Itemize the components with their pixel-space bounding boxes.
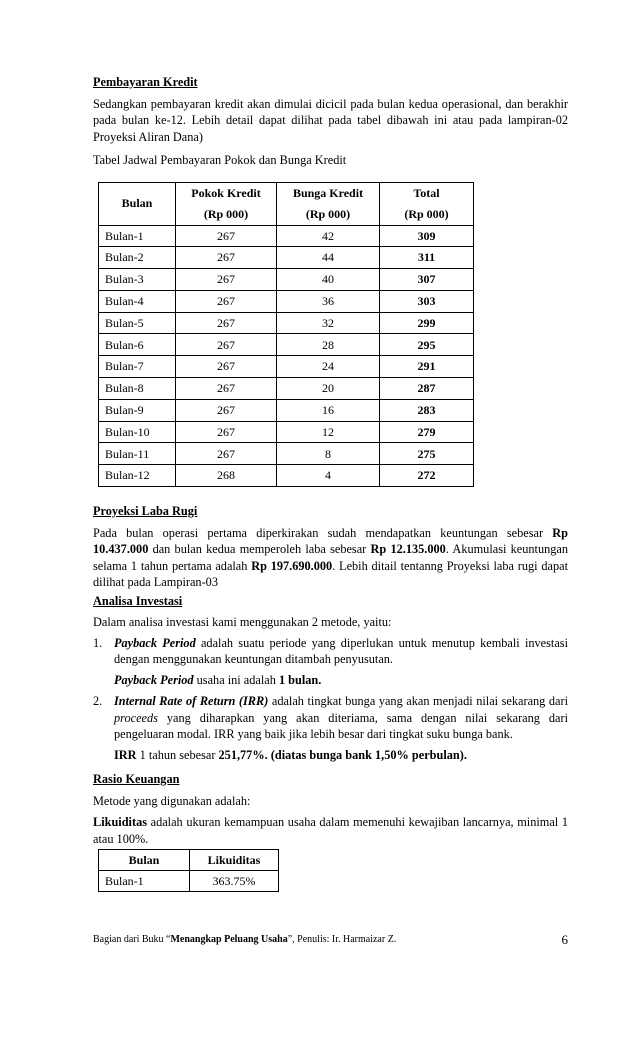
cell-total: 283	[380, 399, 474, 421]
page-footer	[93, 934, 568, 950]
cell-total: 307	[380, 269, 474, 291]
heading-analisa-investasi: Analisa Investasi	[93, 593, 183, 608]
heading-pembayaran-kredit: Pembayaran Kredit	[93, 75, 198, 89]
investasi-intro: Dalam analisa investasi kami menggunakan 2 metode, yaitu:	[93, 615, 392, 630]
cell-total: 287	[380, 378, 474, 400]
table-row	[99, 334, 474, 356]
payback-result: Payback Period usaha ini adalah 1 bulan.	[114, 672, 322, 687]
investasi-list	[93, 635, 568, 764]
likuid-col-likuiditas: Likuiditas	[190, 850, 279, 871]
table-row	[99, 421, 474, 443]
list-item-payback: 1. Payback Period adalah suatu periode yang diperlukan untuk menutup kembali investasi dengan menggunakan keuntungan ditambah penyusutan.	[93, 635, 568, 667]
table-row	[99, 871, 279, 892]
cell-total: 279	[380, 421, 474, 443]
cell-total: 303	[380, 290, 474, 312]
cell-total: 309	[380, 225, 474, 247]
paragraph-laba-rugi: Pada bulan operasi pertama diperkirakan sudah mendapatkan keuntungan sebesar Rp 10.437.000 dan bulan kedua memperoleh laba sebesar Rp 12.135.000. Akumulasi keuntungan selama 1 tahun pertama adalah Rp 197.690.000. Lebih ditail tentanng Proyeksi laba rugi dapat dilihat pada Lampiran-03	[93, 525, 569, 590]
cell-bulan: Bulan-12	[99, 465, 176, 487]
cell-bulan: Bulan-10	[99, 421, 176, 443]
cell-pokok: 267	[176, 399, 277, 421]
cell-bunga: 32	[277, 312, 380, 334]
cell-pokok: 267	[176, 443, 277, 465]
cell-bunga: 24	[277, 356, 380, 378]
cell-bunga: 20	[277, 378, 380, 400]
irr-result: IRR 1 tahun sebesar 251,77%. (diatas bunga bank 1,50% perbulan).	[114, 747, 467, 762]
table-row	[99, 443, 474, 465]
likuid-cell-value: 363.75%	[190, 871, 279, 892]
cell-bunga: 28	[277, 334, 380, 356]
cell-bulan: Bulan-11	[99, 443, 176, 465]
cell-bulan: Bulan-3	[99, 269, 176, 291]
cell-bulan: Bulan-4	[99, 290, 176, 312]
cell-bulan: Bulan-7	[99, 356, 176, 378]
col-header-pokok: Pokok Kredit (Rp 000)	[176, 182, 277, 225]
cell-bulan: Bulan-2	[99, 247, 176, 269]
table-row	[99, 225, 474, 247]
cell-pokok: 267	[176, 356, 277, 378]
kredit-table	[98, 182, 474, 488]
cell-pokok: 267	[176, 421, 277, 443]
cell-bulan: Bulan-8	[99, 378, 176, 400]
table-row	[99, 465, 474, 487]
likuid-cell-bulan: Bulan-1	[99, 871, 190, 892]
likuiditas-definition: Likuiditas adalah ukuran kemampuan usaha dalam memenuhi kewajiban lancarnya, minimal 1 atau 100%.	[93, 815, 568, 846]
heading-proyeksi-laba-rugi: Proyeksi Laba Rugi	[93, 504, 198, 519]
cell-total: 291	[380, 356, 474, 378]
cell-bunga: 42	[277, 225, 380, 247]
likuid-col-bulan: Bulan	[99, 850, 190, 871]
cell-bunga: 36	[277, 290, 380, 312]
cell-total: 295	[380, 334, 474, 356]
likuiditas-table	[98, 849, 279, 892]
table-caption: Tabel Jadwal Pembayaran Pokok dan Bunga Kredit	[93, 153, 347, 167]
cell-bunga: 16	[277, 399, 380, 421]
table-row	[99, 269, 474, 291]
table-row	[99, 378, 474, 400]
document-page	[93, 74, 568, 892]
paragraph-kredit: Sedangkan pembayaran kredit akan dimulai dicicil pada bulan kedua operasional, dan berakhir pada bulan ke-12. Lebih detail dapat dilihat pada tabel dibawah ini atau pada lampiran-02 Proyeksi Aliran Dana)	[93, 96, 568, 144]
list-item-irr: 2. Internal Rate of Return (IRR) adalah tingkat bunga yang akan menjadi nilai sekarang dari proceeds yang diharapkan yang akan diteriama, sama dengan nilai sekarang dari pengeluaran modal. IRR yang baik jika lebih besar dari tingkat suku bunga bank.	[93, 694, 569, 742]
cell-pokok: 268	[176, 465, 277, 487]
cell-bunga: 44	[277, 247, 380, 269]
page-number: 6	[561, 932, 568, 947]
cell-bunga: 40	[277, 269, 380, 291]
table-row	[99, 247, 474, 269]
cell-pokok: 267	[176, 334, 277, 356]
table-row	[99, 312, 474, 334]
cell-total: 299	[380, 312, 474, 334]
cell-bulan: Bulan-5	[99, 312, 176, 334]
cell-total: 311	[380, 247, 474, 269]
cell-bunga: 8	[277, 443, 380, 465]
table-row	[99, 356, 474, 378]
col-header-total: Total (Rp 000)	[380, 182, 474, 225]
cell-pokok: 267	[176, 247, 277, 269]
col-header-bulan: Bulan	[99, 182, 176, 225]
cell-bulan: Bulan-9	[99, 399, 176, 421]
cell-pokok: 267	[176, 225, 277, 247]
cell-total: 275	[380, 443, 474, 465]
col-header-bunga: Bunga Kredit (Rp 000)	[277, 182, 380, 225]
cell-pokok: 267	[176, 269, 277, 291]
cell-pokok: 267	[176, 312, 277, 334]
table-row	[99, 290, 474, 312]
cell-pokok: 267	[176, 290, 277, 312]
cell-total: 272	[380, 465, 474, 487]
cell-bunga: 12	[277, 421, 380, 443]
cell-bulan: Bulan-1	[99, 225, 176, 247]
footer-credit: Bagian dari Buku “Menangkap Peluang Usaha”, Penulis: Ir. Harmaizar Z.	[93, 934, 397, 945]
cell-bulan: Bulan-6	[99, 334, 176, 356]
cell-bunga: 4	[277, 465, 380, 487]
table-row	[99, 399, 474, 421]
rasio-intro: Metode yang digunakan adalah:	[93, 793, 251, 808]
heading-rasio-keuangan: Rasio Keuangan	[93, 772, 180, 787]
cell-pokok: 267	[176, 378, 277, 400]
